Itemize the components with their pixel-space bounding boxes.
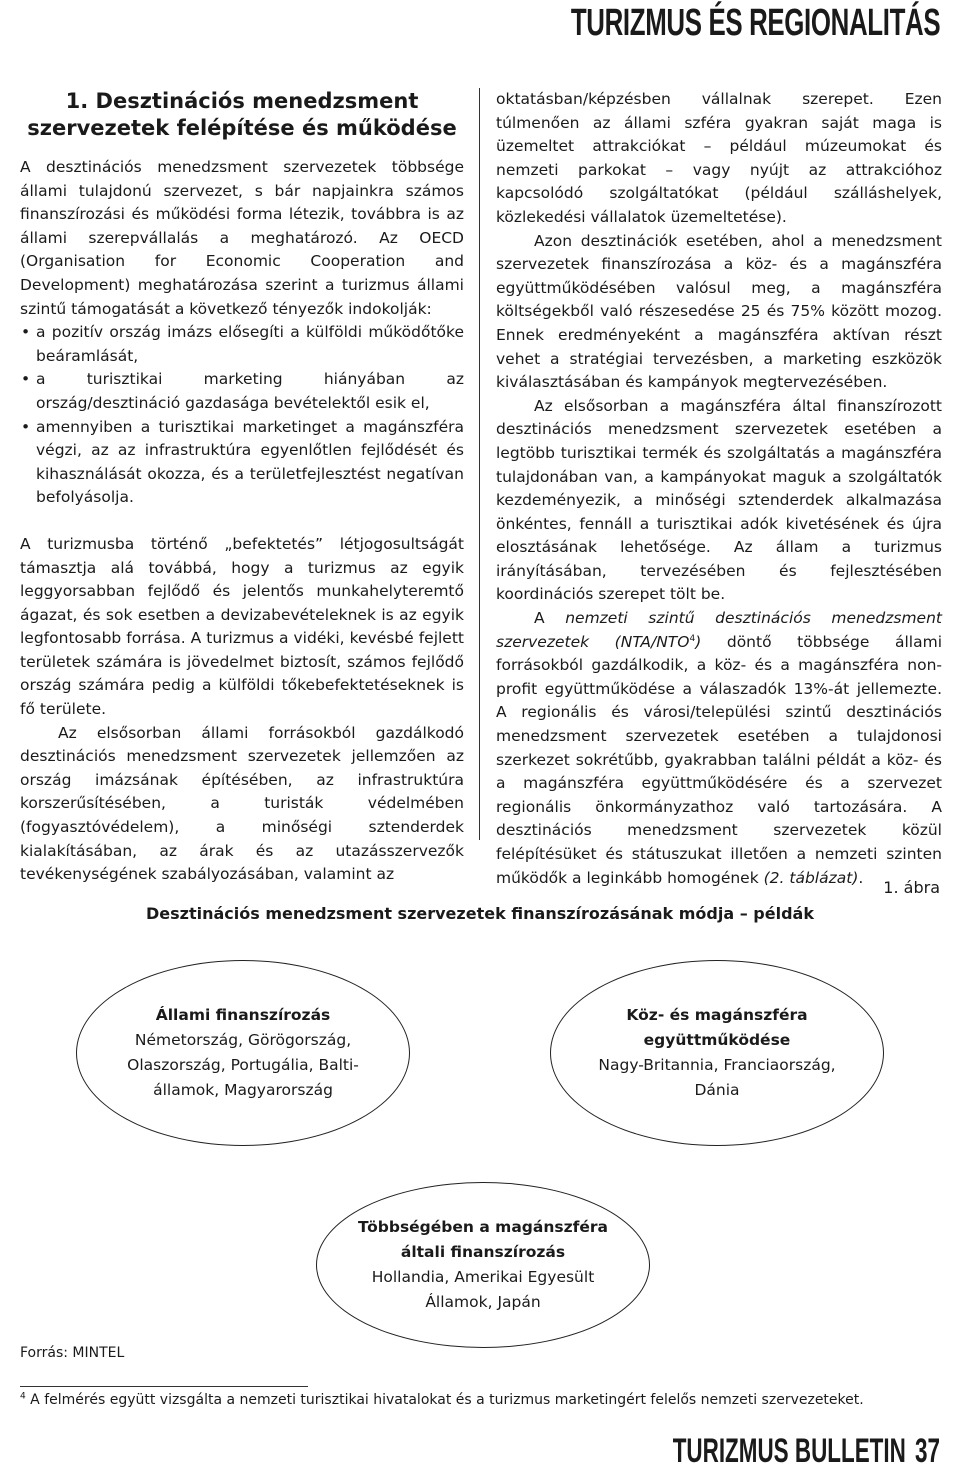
paragraph: Az elsősorban a magánszféra által finanszírozott desztinációs menedzsment szervezetek esetében a legtöbb turisztikai termék és szolgáltatás a magánszféra tulajdonában van, a kampányokat maguk a szolgáltatók kezdeményezik, a minőségi sztenderdek alkalmazása önkéntes, fennáll a turisztikai adók kivetésének és újra elosztásának lehetősége. Az állam a turizmus irányításában, tervezésében és fejlesztésében koordinációs szerepet tölt be. bbox=[496, 396, 942, 604]
running-footer bbox=[673, 1432, 940, 1471]
right-column bbox=[496, 88, 942, 890]
running-header: TURIZMUS ÉS REGIONALITÁS bbox=[570, 2, 940, 44]
page-number: 37 bbox=[915, 1432, 940, 1470]
ellipse-text: Németország, Görögország, Olaszország, Portugália, Balti-államok, Magyarország bbox=[127, 1031, 359, 1099]
figure-number: 1. ábra bbox=[883, 878, 940, 897]
footnote bbox=[20, 1392, 864, 1408]
ellipse-text: Hollandia, Amerikai Egyesült Államok, Japán bbox=[371, 1268, 595, 1311]
footnote-marker: 4 bbox=[689, 633, 696, 644]
bullet-item: • amennyiben a turisztikai marketinget a magánszféra végzi, az az infrastruktúra egyenlőtlen fejlődését és kihasználását okozza, és a területfejlesztést negatívan befolyásolja. bbox=[20, 416, 464, 510]
left-column bbox=[20, 88, 464, 887]
section-number: 1. bbox=[65, 89, 89, 113]
section-heading bbox=[20, 88, 464, 142]
section-title-line2: szervezetek felépítése és működése bbox=[27, 116, 457, 140]
paragraph: Az elsősorban állami forrásokból gazdálkodó desztinációs menedzsment szervezetek jellemzően az ország imázsának építésében, az infrastruktúra korszerűsítésében, a turisták védelmében (fogyasztóvédelem), a minőségi sztenderdek kialakításában, az árak és az utazásszervezők tevékenységének szabályozásában, valamint az bbox=[20, 723, 464, 884]
paragraph: A nemzeti szintű desztinációs menedzsment szervezetek (NTA/NTO$^4$) döntő többsége állami forrásokból gazdálkodik, a köz- és a magánszféra non-profit együttműködése a válaszadók 13%-át jellemezte. A regionális és városi/települési szintű desztinációs menedzsment szervezetek esetében a tulajdonosi szerkezet sokrétűbb, gyakrabban találni példát a köz- és a magánszféra együttműködésére és a szervezet regionális önkormányzathoz való tartozására. A desztinációs menedzsment szervezetek közül felépítésüket és státuszukat illetően a nemzeti szinten működők a leginkább homogének (2. táblázat). bbox=[496, 609, 942, 887]
public-private-ellipse bbox=[550, 960, 884, 1146]
paragraph: Azon desztinációk esetében, ahol a menedzsment szervezetek finanszírozása a köz- és a magánszféra együttműködésében valósul meg, a magánszféra költségekből való részesedése 25 és 75% között mozog. Ennek eredményeként a magánszféra aktívan részt vehet a stratégiai tervezésben, a marketing eszközök kiválasztásában és kampányok megtervezésében. bbox=[496, 231, 942, 392]
table-reference: (2. táblázat) bbox=[763, 868, 859, 887]
ellipse-title: Köz- és magánszféra együttműködése bbox=[626, 1006, 808, 1049]
ellipse-title: Állami finanszírozás bbox=[155, 1006, 331, 1024]
private-financing-ellipse bbox=[316, 1182, 650, 1348]
paragraph: oktatásban/képzésben vállalnak szerepet. Ezen túlmenően az állami szféra gyakran saját maga is üzemeltet attrakciókat – például múzeumokat és nemzeti parkokat – vagy nyújt az attrakcióhoz kapcsolódó szolgáltatókat (például szálláshelyek, közlekedési vállalatok üzemeltetése). bbox=[496, 90, 942, 226]
bullet-item: • a pozitív ország imázs elősegíti a külföldi működőtőke beáramlását, bbox=[20, 321, 464, 368]
paragraph: A desztinációs menedzsment szervezetek többsége állami tulajdonú szervezet, s bár napjainkra számos finanszírozási és működési forma létezik, továbbra is az állami szerepvállalás a meghatározó. Az OECD (Organisation for Economic Cooperation and Development) meghatározása szerint a turizmus állami szintű támogatását a következő tényezők indokolják: bbox=[20, 158, 464, 318]
figure-title: Desztinációs menedzsment szervezetek finanszírozásának módja – példák bbox=[146, 904, 814, 923]
column-divider bbox=[479, 88, 480, 840]
footnote-rule bbox=[20, 1386, 308, 1387]
bullet-list bbox=[20, 321, 464, 510]
ellipse-title: Többségében a magánszféra általi finanszírozás bbox=[357, 1218, 608, 1261]
footnote-number: 4 bbox=[20, 1391, 26, 1402]
figure-source: Forrás: MINTEL bbox=[20, 1345, 125, 1361]
ellipse-text: Nagy-Britannia, Franciaország, Dánia bbox=[598, 1056, 836, 1099]
bullet-item: • a turisztikai marketing hiányában az ország/desztináció gazdasága bevételektől esik el, bbox=[20, 368, 464, 415]
paragraph: A turizmusba történő „befektetés” létjogosultságát támasztja alá továbbá, hogy a turizmus az egyik leggyorsabban fejlődő és jelentős munkahelyteremtő ágazat, és sok esetben a devizabevételeknek is az egyik legfontosabb forrása. A turizmus a vidéki, kevésbé fejlett területek számára is jövedelmet biztosít, számos fejlődő ország számára pedig a külföldi tőkebefektetéseknek is fő területe. bbox=[20, 534, 464, 719]
footnote-text: A felmérés együtt vizsgálta a nemzeti turisztikai hivatalokat és a turizmus marketingért felelős nemzeti szervezeteket. bbox=[25, 1392, 864, 1408]
nta-term: nemzeti szintű desztinációs menedzsment szervezetek (NTA/NTO bbox=[496, 609, 942, 651]
footer-title: TURIZMUS BULLETIN bbox=[672, 1432, 906, 1470]
state-financing-ellipse bbox=[76, 960, 410, 1146]
section-title-line1: Desztinációs menedzsment bbox=[95, 89, 419, 113]
